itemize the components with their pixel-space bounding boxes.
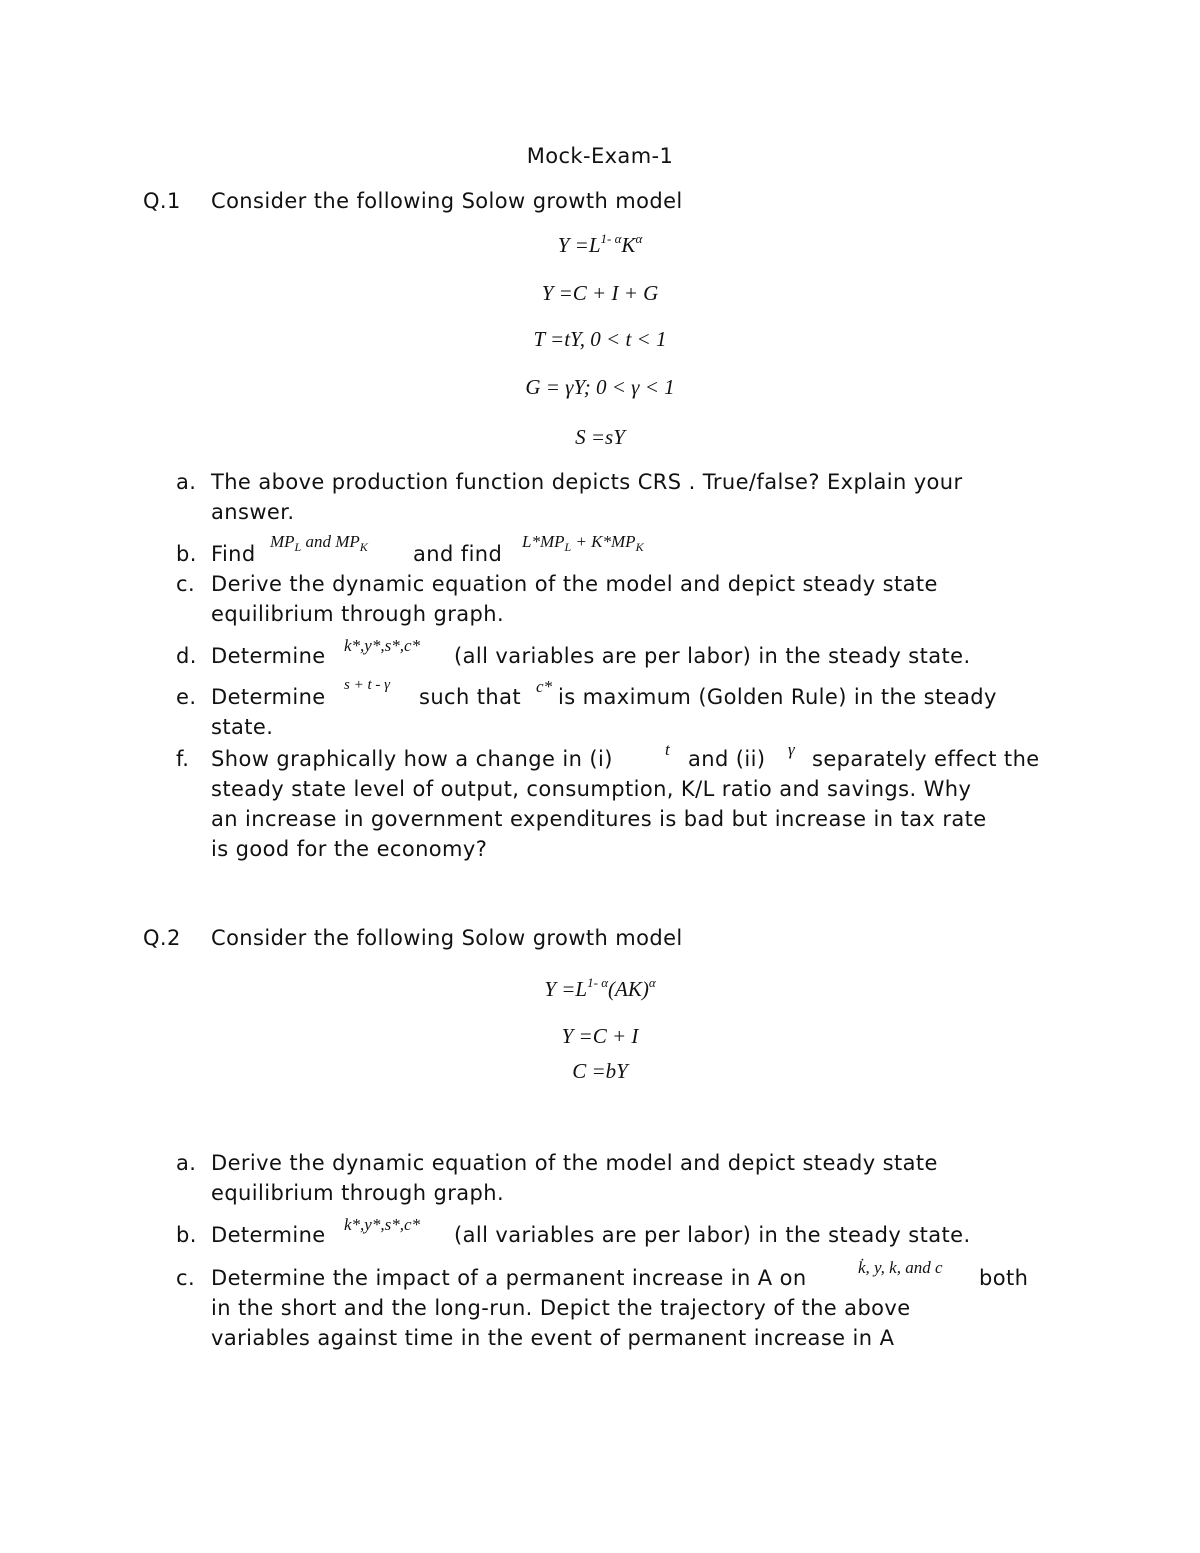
q2-b-math: k*,y*,s*,c* <box>344 1215 421 1234</box>
q1-equation-income: Y =C + I + G <box>541 281 659 305</box>
q2-b-text: Determine <box>211 1223 326 1247</box>
q1-f-text-line3: an increase in government expenditures is bad but increase in tax rate <box>211 807 987 831</box>
q1-b-math-mp: $MP_L$ and $MP_K$ <box>270 532 368 554</box>
q2-a-text: Derive the dynamic equation of the model and depict steady state <box>211 1151 938 1175</box>
q1-e-text: Determine <box>211 685 326 709</box>
q1-b-text: Find <box>211 542 256 566</box>
q1-b-marker: b. <box>176 542 197 566</box>
q2-equation-income: Y =C + I <box>561 1024 639 1048</box>
q1-b-math-sum: $L*MP_L + K*MP_K$ <box>522 532 644 554</box>
q1-d-text-2: (all variables are per labor) in the steady state. <box>454 644 971 668</box>
q1-f-math-t: t <box>665 740 670 759</box>
q2-equation-consumption: C =bY <box>572 1059 628 1083</box>
q1-f-text-b: and (ii) <box>688 747 766 771</box>
q1-a-text-cont: answer. <box>211 500 295 524</box>
q1-d-marker: d. <box>176 644 197 668</box>
q2-b-marker: b. <box>176 1223 197 1247</box>
q2-intro: Consider the following Solow growth model <box>211 926 683 950</box>
q1-e-math-2: c* <box>536 677 553 696</box>
q1-equation-tax: T =tY, 0 < t < 1 <box>533 327 667 351</box>
q1-a-text: The above production function depicts CRS . True/false? Explain your <box>211 470 963 494</box>
q1-e-text-2: such that <box>419 685 522 709</box>
q1-intro: Consider the following Solow growth model <box>211 189 683 213</box>
q1-f-marker: f. <box>176 747 190 771</box>
q2-equation-production: $Y =L^{1- \alpha}(AK)^\alpha$ <box>544 975 656 1001</box>
q1-f-text-line2: steady state level of output, consumption, K/L ratio and savings. Why <box>211 777 972 801</box>
q2-c-text: Determine the impact of a permanent increase in A on <box>211 1266 807 1290</box>
q2-c-math: k̇, y, k, and c <box>858 1258 943 1277</box>
q1-c-text-cont: equilibrium through graph. <box>211 602 505 626</box>
q1-e-math-1: s + t - γ <box>344 677 391 693</box>
q1-e-marker: e. <box>176 685 197 709</box>
q1-d-math: k*,y*,s*,c* <box>344 636 421 655</box>
q1-a-marker: a. <box>176 470 197 494</box>
q1-equation-government: G = γY; 0 < γ < 1 <box>525 375 675 399</box>
q1-e-text-cont: state. <box>211 715 274 739</box>
q1-f-text-line4: is good for the economy? <box>211 837 488 861</box>
page-title: Mock-Exam-1 <box>526 144 674 168</box>
q1-equation-production: $Y =L^{1- \alpha}K^\alpha$ <box>557 231 643 257</box>
q1-f-math-gamma: γ <box>788 740 795 759</box>
q1-c-marker: c. <box>176 572 196 596</box>
q2-b-text-2: (all variables are per labor) in the steady state. <box>454 1223 971 1247</box>
q1-d-text: Determine <box>211 644 326 668</box>
q1-equation-savings: S =sY <box>575 425 625 449</box>
q2-c-text-line3: variables against time in the event of permanent increase in A <box>211 1326 895 1350</box>
q1-label: Q.1 <box>143 189 181 213</box>
q2-c-text-line2: in the short and the long-run. Depict the trajectory of the above <box>211 1296 911 1320</box>
q2-a-text-cont: equilibrium through graph. <box>211 1181 505 1205</box>
q2-label: Q.2 <box>143 926 181 950</box>
q1-b-text-2: and find <box>413 542 503 566</box>
q1-e-text-3: is maximum (Golden Rule) in the steady <box>558 685 997 709</box>
q2-c-marker: c. <box>176 1266 196 1290</box>
q2-c-text-2: both <box>979 1266 1029 1290</box>
q1-c-text: Derive the dynamic equation of the model and depict steady state <box>211 572 938 596</box>
q1-f-text: Show graphically how a change in (i) <box>211 747 613 771</box>
q1-f-text-c: separately effect the <box>812 747 1040 771</box>
q2-a-marker: a. <box>176 1151 197 1175</box>
